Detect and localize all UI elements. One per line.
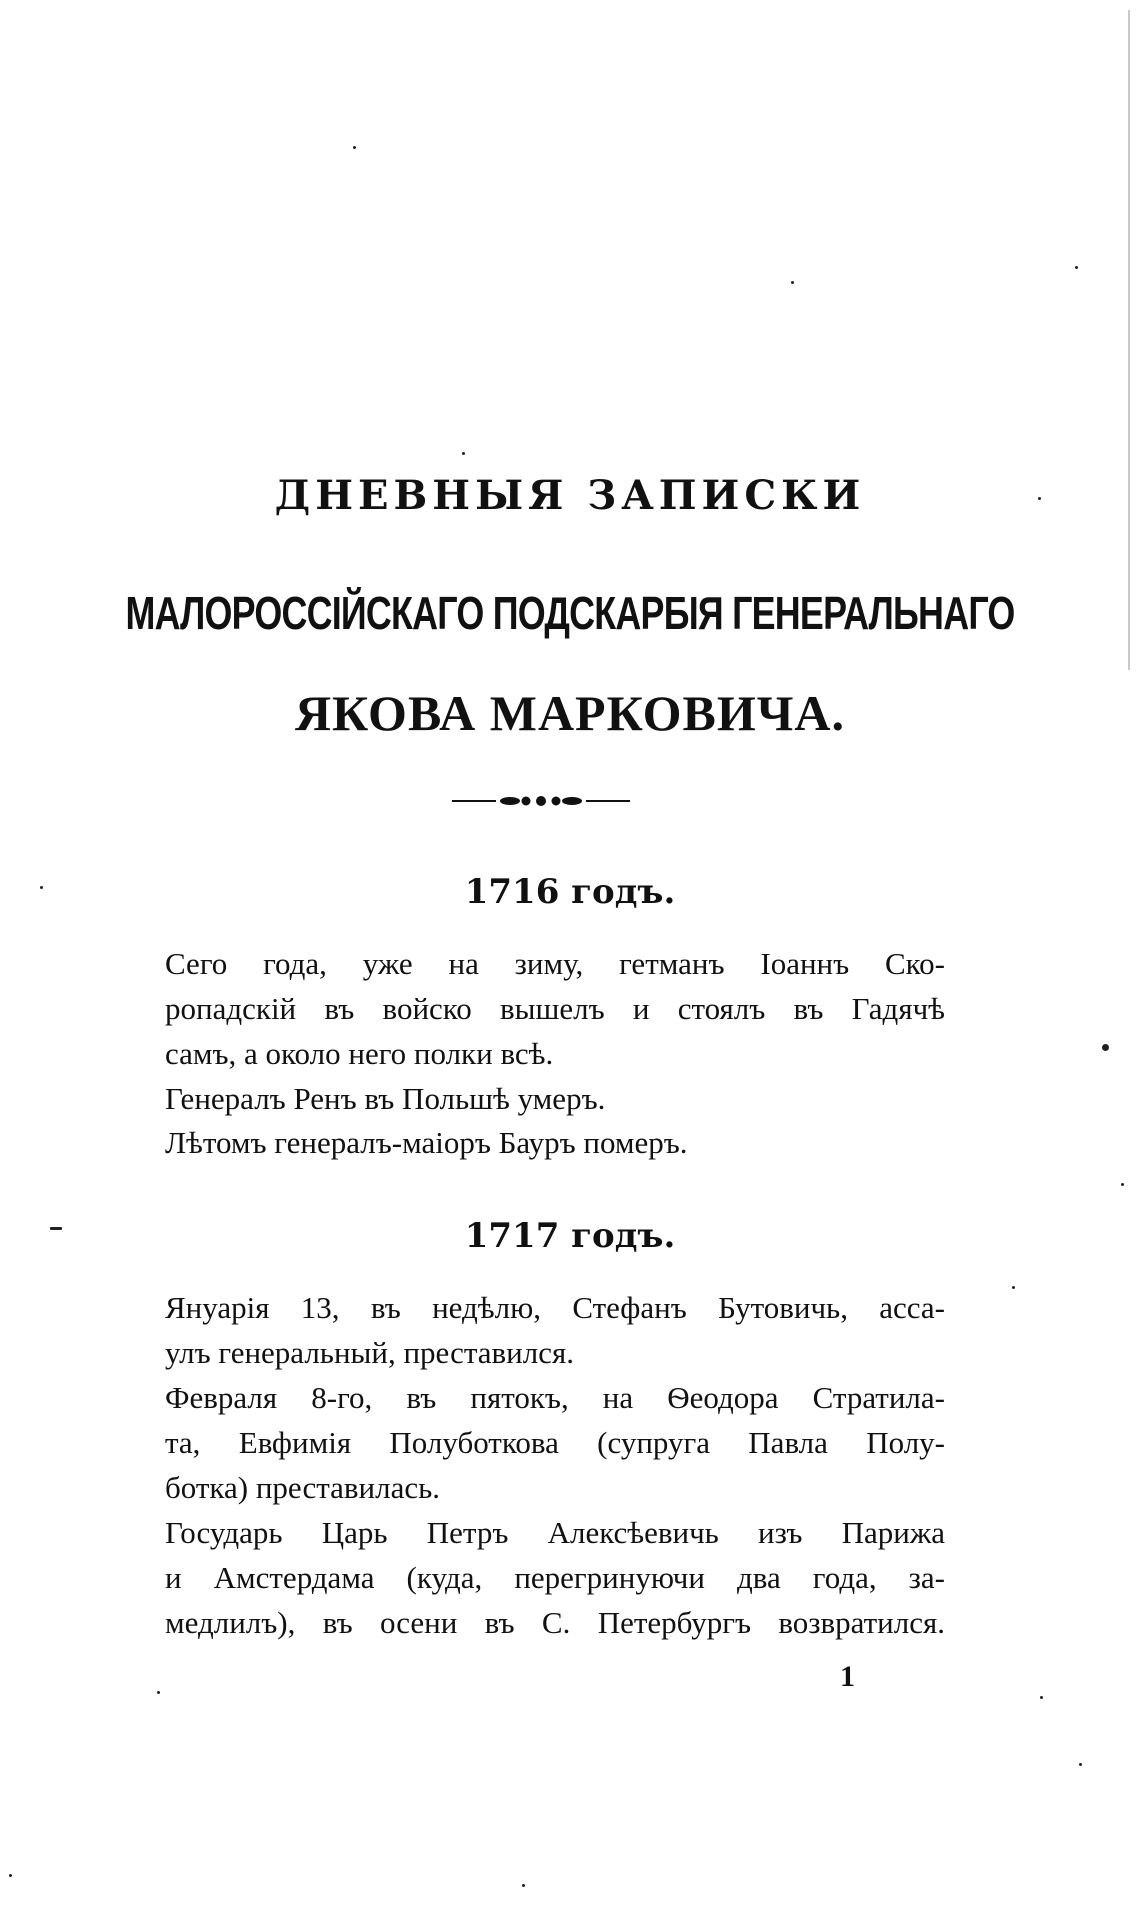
document-subtitle: МАЛОРОССІЙСКАГО ПОДСКАРБІЯ ГЕНЕРАЛЬНАГО: [125, 587, 1015, 639]
text-line: медлилъ), въ осени въ С. Петербургъ возвратился.: [165, 1605, 945, 1640]
print-speck: [462, 452, 465, 455]
paragraph-ren: [165, 1076, 945, 1121]
text-line: и Амстердама (куда, перегринуючи два года, за-: [165, 1560, 945, 1595]
text-line: Государь Царь Петръ Алексѣевичь изъ Парижа: [165, 1515, 945, 1550]
year-heading-1716: 1716 годъ.: [464, 872, 676, 912]
print-speck: [1079, 1763, 1082, 1766]
print-speck: [1040, 1696, 1043, 1699]
page-edge-line: [1128, 10, 1130, 670]
paragraph-butovich: [165, 1285, 945, 1375]
print-speck: [1121, 1183, 1124, 1186]
text-line: Лѣтомъ генералъ-маіоръ Бауръ померъ.: [165, 1125, 688, 1160]
text-line: улъ генеральный, преставился.: [165, 1335, 574, 1370]
print-speck: [522, 1884, 525, 1887]
text-line: Февраля 8-го, въ пятокъ, на Ѳеодора Стратила-: [165, 1380, 945, 1415]
print-speck: [157, 1691, 160, 1694]
paragraph-peter: [165, 1510, 945, 1645]
text-line: та, Евфимія Полуботкова (супруга Павла Полу-: [165, 1425, 945, 1460]
author-name: ЯКОВА МАРКОВИЧА.: [294, 685, 846, 741]
print-speck: [9, 1874, 12, 1877]
paragraph-polubotkova: [165, 1375, 945, 1510]
print-speck: [1102, 1044, 1109, 1051]
text-line: Сего года, уже на зиму, гетманъ Іоаннъ Ско-: [165, 946, 945, 981]
print-speck: [353, 146, 356, 149]
text-line: самъ, а около него полки всѣ.: [165, 1036, 554, 1071]
print-speck: [1075, 266, 1078, 269]
ornament-divider: [452, 793, 630, 809]
year-heading-1717: 1717 годъ.: [464, 1216, 676, 1256]
print-speck: [1012, 1286, 1015, 1289]
text-line: ропадскій въ войско вышелъ и стоялъ въ Гадячѣ: [165, 991, 945, 1026]
text-line: Генералъ Ренъ въ Польшѣ умеръ.: [165, 1081, 606, 1116]
text-line: Януарія 13, въ недѣлю, Стефанъ Бутовичь, асса-: [165, 1290, 945, 1325]
paragraph-baur: [165, 1120, 945, 1165]
paragraph-skoropadsky: [165, 941, 945, 1076]
document-title: ДНЕВНЫЯ ЗАПИСКИ: [274, 472, 866, 519]
page-number: 1: [840, 1660, 855, 1693]
print-speck: [791, 281, 794, 284]
text-line: ботка) преставилась.: [165, 1470, 441, 1505]
